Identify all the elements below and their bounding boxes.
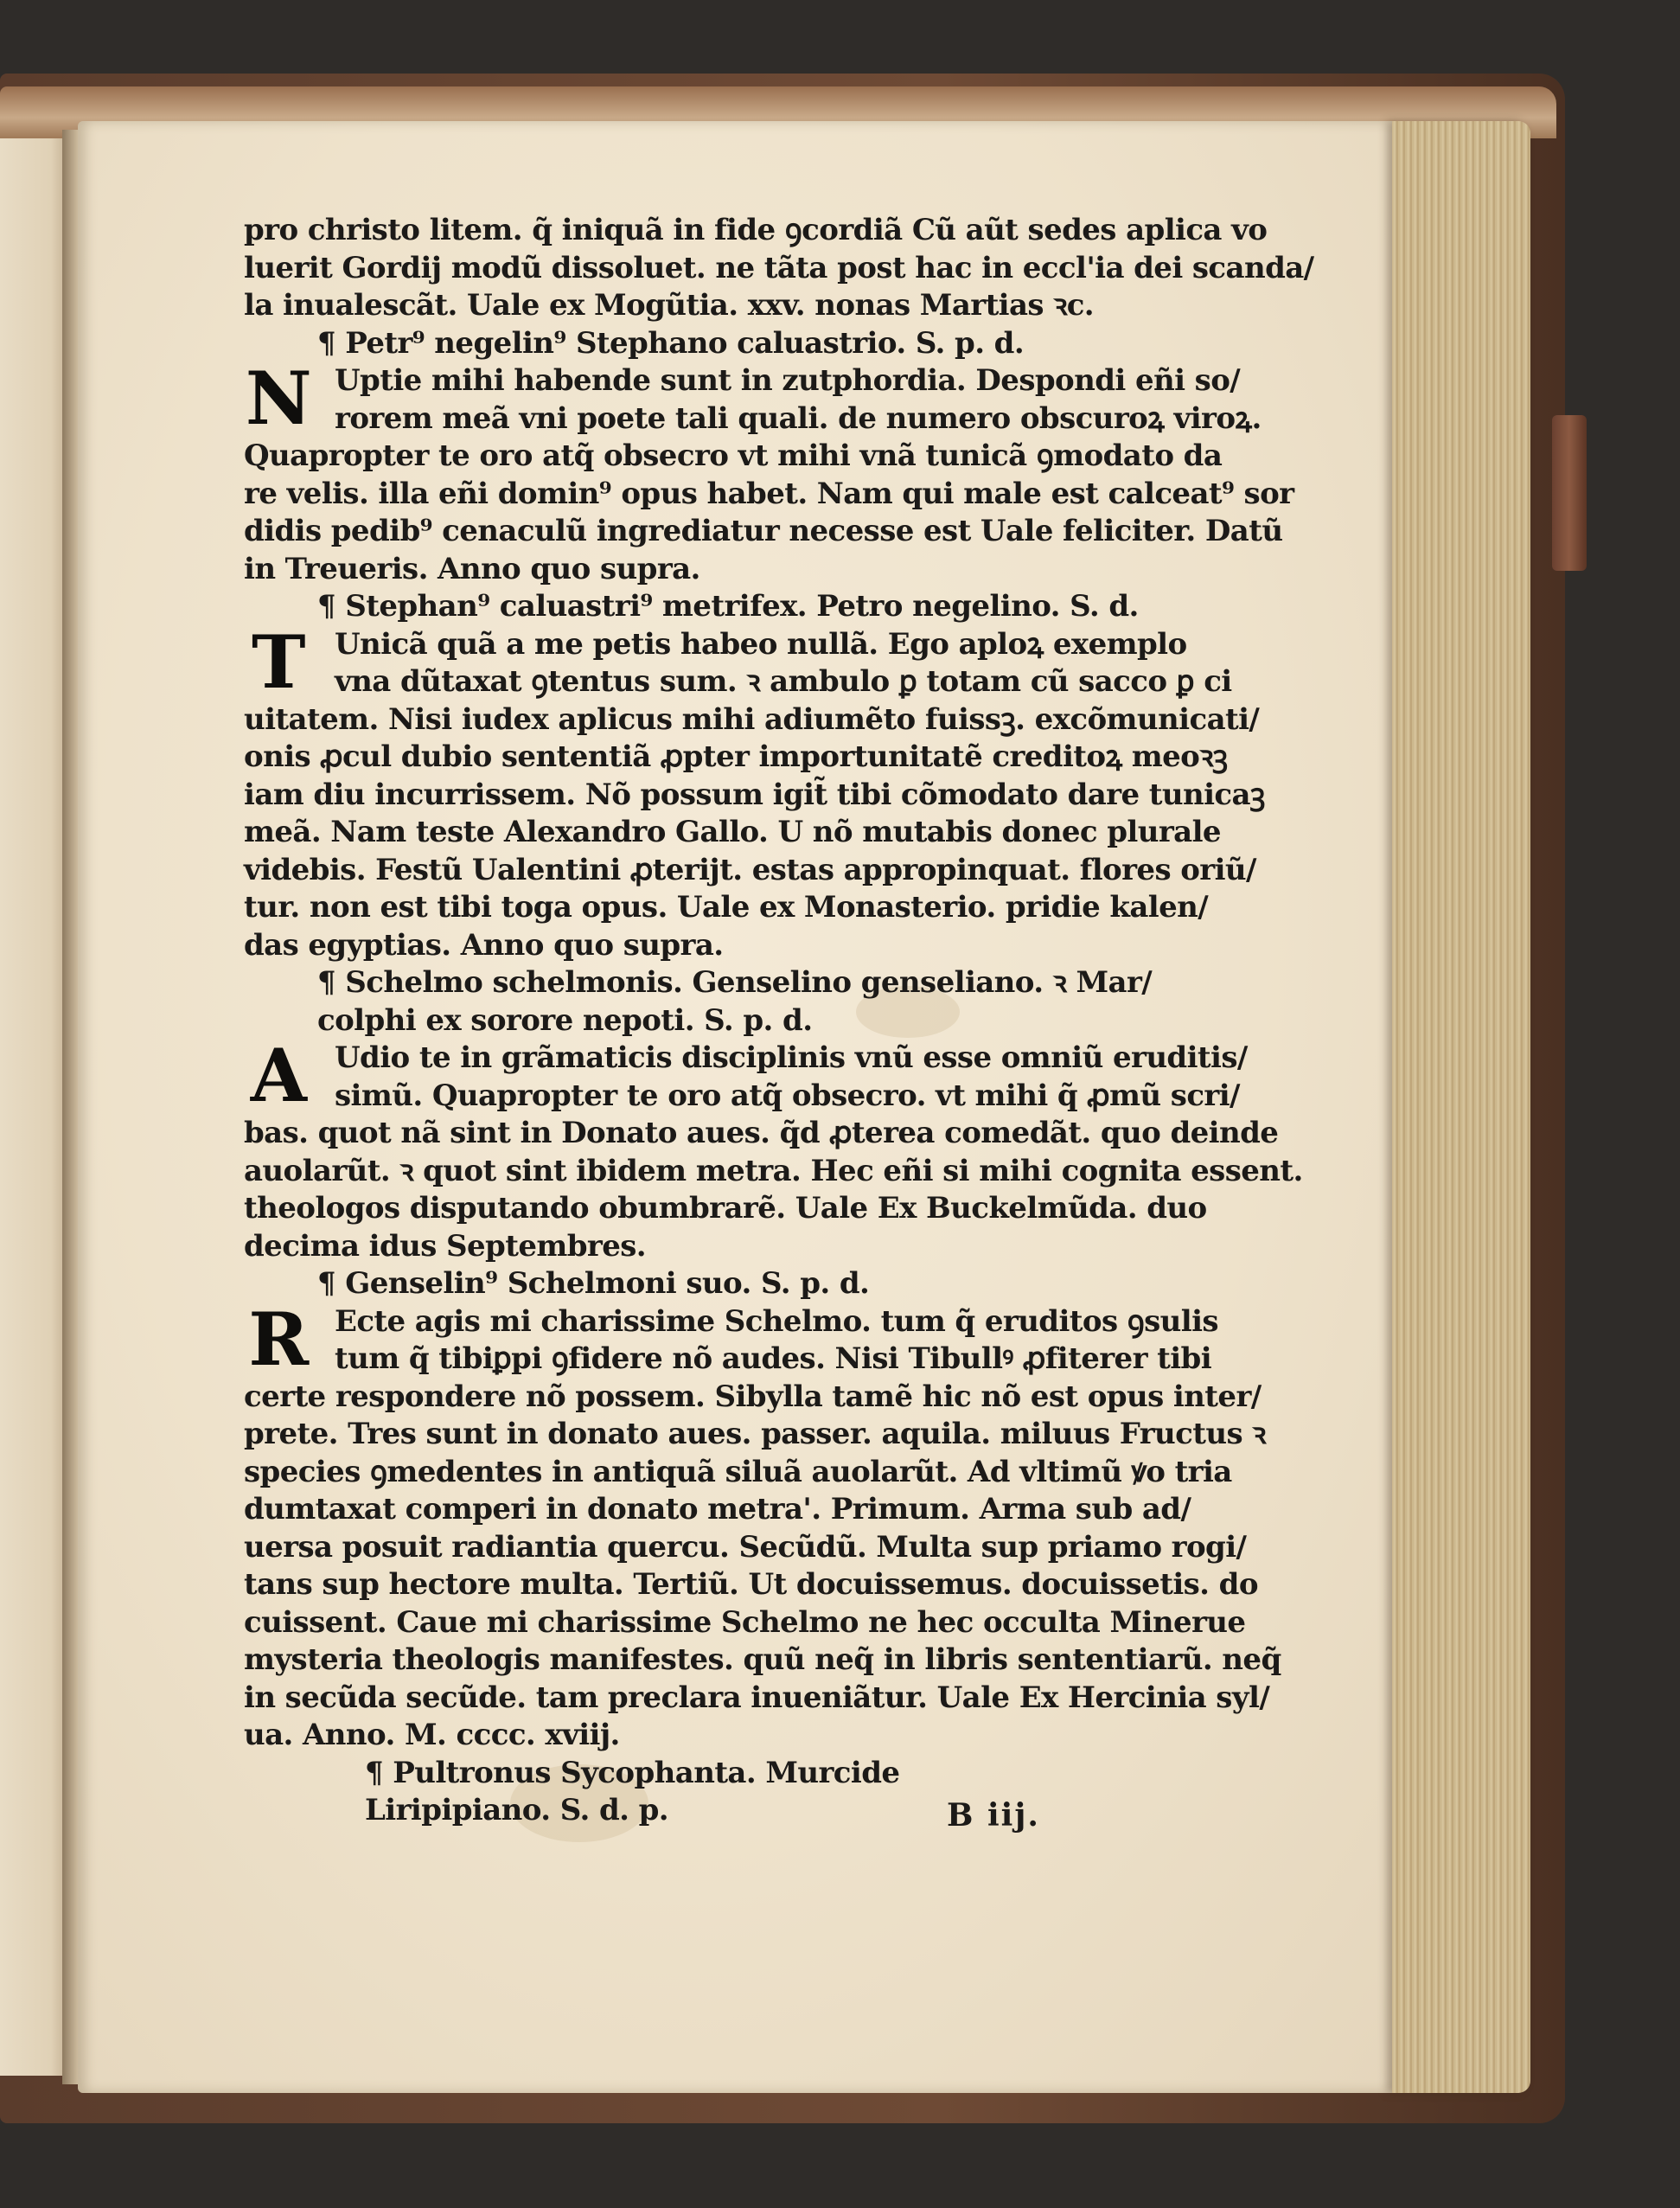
text-line — [244, 1228, 1160, 1266]
text-line-content: auolarũt. ꝛ quot sint ibidem metra. Hec eñi si mihi cognita essent. — [244, 1153, 1303, 1188]
text-line — [244, 1491, 1191, 1529]
text-line-content: re velis. illa eñi domin⁹ opus habet. Nam qui male est calceat⁹ sor — [244, 476, 1294, 511]
text-line — [244, 1454, 1232, 1492]
text-line — [244, 1566, 1258, 1604]
text-line-content: tans sup hectore multa. Tertiũ. Ut docuissemus. docuissetis. do — [244, 1567, 1258, 1602]
text-line-content: onis ꝓcul dubio sententiã ꝓpter importunitatẽ creditoꝝ meoꝛꝫ — [244, 739, 1228, 774]
text-line-content: cuissent. Caue mi charissime Schelmo ne hec occulta Minerue — [244, 1604, 1246, 1640]
text-line — [244, 551, 1160, 589]
text-line — [244, 1115, 1279, 1153]
text-line-content: Unicã quã a me petis habeo nullã. Ego aploꝝ exemplo — [335, 626, 1187, 662]
text-line — [244, 1604, 1246, 1642]
text-line — [244, 852, 1256, 890]
text-line — [244, 1416, 1266, 1454]
text-line — [244, 1755, 1160, 1793]
text-line — [244, 588, 1160, 626]
text-line-content: Uptie mihi habende sunt in zutphordia. Despondi eñi so/ — [335, 363, 1241, 398]
text-line-content: das egyptias. Anno quo supra. — [244, 927, 724, 963]
text-line-content: videbis. Festũ Ualentini ꝓterijt. estas appropinquat. flores oriũ/ — [244, 852, 1256, 887]
text-line — [244, 1680, 1270, 1718]
text-line — [244, 476, 1294, 514]
text-line-content: dumtaxat comperi in donato metra'. Primum. Arma sub ad/ — [244, 1492, 1191, 1526]
text-line-content: decima idus Septembres. — [244, 1228, 647, 1264]
text-line — [244, 1265, 1160, 1303]
text-line — [244, 400, 1262, 438]
text-line-content: species ꝯmedentes in antiquã siluã auolarũt. Ad vltimũ ꝟo tria — [244, 1454, 1232, 1489]
text-line-content: didis pedib⁹ cenaculũ ingrediatur necesse est Uale feliciter. Datũ — [244, 514, 1283, 548]
text-line — [244, 1341, 1212, 1379]
decorated-initial: A — [250, 1033, 307, 1118]
text-line-content: ua. Anno. M. cccc. xviij. — [244, 1718, 620, 1752]
text-line-content: Ecte agis mi charissime Schelmo. tum q̃ eruditos ꝯsulis — [335, 1303, 1218, 1339]
text-line — [244, 513, 1283, 551]
decorated-initial: T — [252, 618, 305, 705]
text-line-content: mysteria theologis manifestes. quũ neq̃ in libris sententiarũ. neq̃ — [244, 1642, 1281, 1677]
decorated-initial: R — [248, 1296, 309, 1382]
text-line — [244, 1190, 1207, 1228]
text-line — [244, 927, 1160, 965]
text-line-content: pro christo litem. q̃ iniquã in fide ꝯcordiã Cũ aũt sedes aplica vo — [244, 213, 1268, 247]
text-line — [244, 964, 1160, 1002]
text-line-content: ¶ Schelmo schelmonis. Genselino genseliano. ꝛ Mar/ — [317, 965, 1153, 1000]
text-line — [244, 1078, 1240, 1116]
text-line-content: ¶ Pultronus Sycophanta. Murcide — [365, 1755, 900, 1790]
printed-text-block — [244, 212, 1314, 1830]
book-clasp — [1552, 415, 1587, 571]
text-line-content: luerit Gordij modũ dissoluet. ne tãta post hac in eccl'ia dei scanda/ — [244, 250, 1314, 285]
text-line-content: theologos disputando obumbrarẽ. Uale Ex Buckelmũda. duo — [244, 1191, 1207, 1226]
text-line-content: bas. quot nã sint in Donato aues. q̃d ꝓterea comedãt. quo deinde — [244, 1116, 1279, 1150]
text-line — [244, 814, 1221, 852]
text-line — [244, 1717, 1160, 1755]
signature-mark: B iij. — [947, 1797, 1040, 1834]
text-line — [244, 287, 1160, 325]
text-line — [244, 250, 1314, 288]
text-line-content: certe respondere nõ possem. Sibylla tamẽ hic nõ est opus inter/ — [244, 1379, 1262, 1414]
text-line-content: ¶ Genselin⁹ Schelmoni suo. S. p. d. — [317, 1266, 870, 1301]
text-line — [244, 325, 1160, 363]
text-line-content: simũ. Quapropter te oro atq̃ obsecro. vt mihi q̃ ꝓmũ scri/ — [335, 1078, 1240, 1113]
text-line-content: Udio te in grãmaticis disciplinis vnũ esse omniũ eruditis/ — [335, 1040, 1248, 1075]
text-line-content: la inualescãt. Uale ex Mogũtia. xxv. nonas Martias ꝛc. — [244, 288, 1095, 323]
text-line — [244, 212, 1268, 250]
text-line-content: iam diu incurrissem. Nõ possum igit̃ tibi cõmodato dare tunicaꝫ — [244, 777, 1265, 812]
text-line — [244, 777, 1265, 815]
text-line-content: uersa posuit radiantia quercu. Secũdũ. Multa sup priamo rogi/ — [244, 1529, 1247, 1565]
decorated-initial: N — [245, 355, 312, 441]
text-line-content: tur. non est tibi toga opus. Uale ex Monasterio. pridie kalen/ — [244, 890, 1209, 925]
text-line-content: tum q̃ tibiꝑpi ꝯfidere nõ audes. Nisi Tibullꝰ ꝓfiterer tibi — [335, 1341, 1212, 1376]
text-line — [244, 1153, 1303, 1191]
text-line — [244, 739, 1228, 777]
text-line — [244, 701, 1260, 739]
text-line-content: in secũda secũde. tam preclara inueniãtur. Uale Ex Hercinia syl/ — [244, 1680, 1270, 1715]
text-line-content: rorem meã vni poete tali quali. de numero obscuroꝝ viroꝝ. — [335, 400, 1262, 436]
text-line-content: colphi ex sorore nepoti. S. p. d. — [317, 1002, 813, 1038]
text-line — [244, 438, 1223, 476]
text-line-content: vna dũtaxat ꝯtentus sum. ꝛ ambulo ꝑ totam cũ sacco ꝑ ci — [335, 664, 1232, 699]
text-line-content: Quapropter te oro atq̃ obsecro vt mihi vnã tunicã ꝯmodato da — [244, 438, 1223, 473]
text-line — [244, 889, 1209, 927]
text-line-content: ¶ Stephan⁹ caluastri⁹ metrifex. Petro negelino. S. d. — [317, 589, 1139, 624]
text-line — [244, 1642, 1281, 1680]
text-line-content: in Treueris. Anno quo supra. — [244, 551, 700, 586]
page-block-edges — [1392, 121, 1530, 2093]
text-line — [244, 663, 1232, 701]
text-line — [244, 1529, 1247, 1567]
text-line-content: uitatem. Nisi iudex aplicus mihi adiumẽto fuissꝫ. excõmunicati/ — [244, 701, 1260, 737]
text-line-content: ¶ Petr⁹ negelin⁹ Stephano caluastrio. S. p. d. — [317, 325, 1025, 361]
text-line — [244, 1379, 1262, 1417]
text-line-content: meã. Nam teste Alexandro Gallo. U nõ mutabis donec plurale — [244, 815, 1221, 849]
text-line-content: Liripipiano. S. d. p. — [365, 1793, 669, 1827]
text-line — [244, 1002, 1160, 1040]
text-line-content: prete. Tres sunt in donato aues. passer. aquila. miluus Fructus ꝛ — [244, 1417, 1266, 1451]
